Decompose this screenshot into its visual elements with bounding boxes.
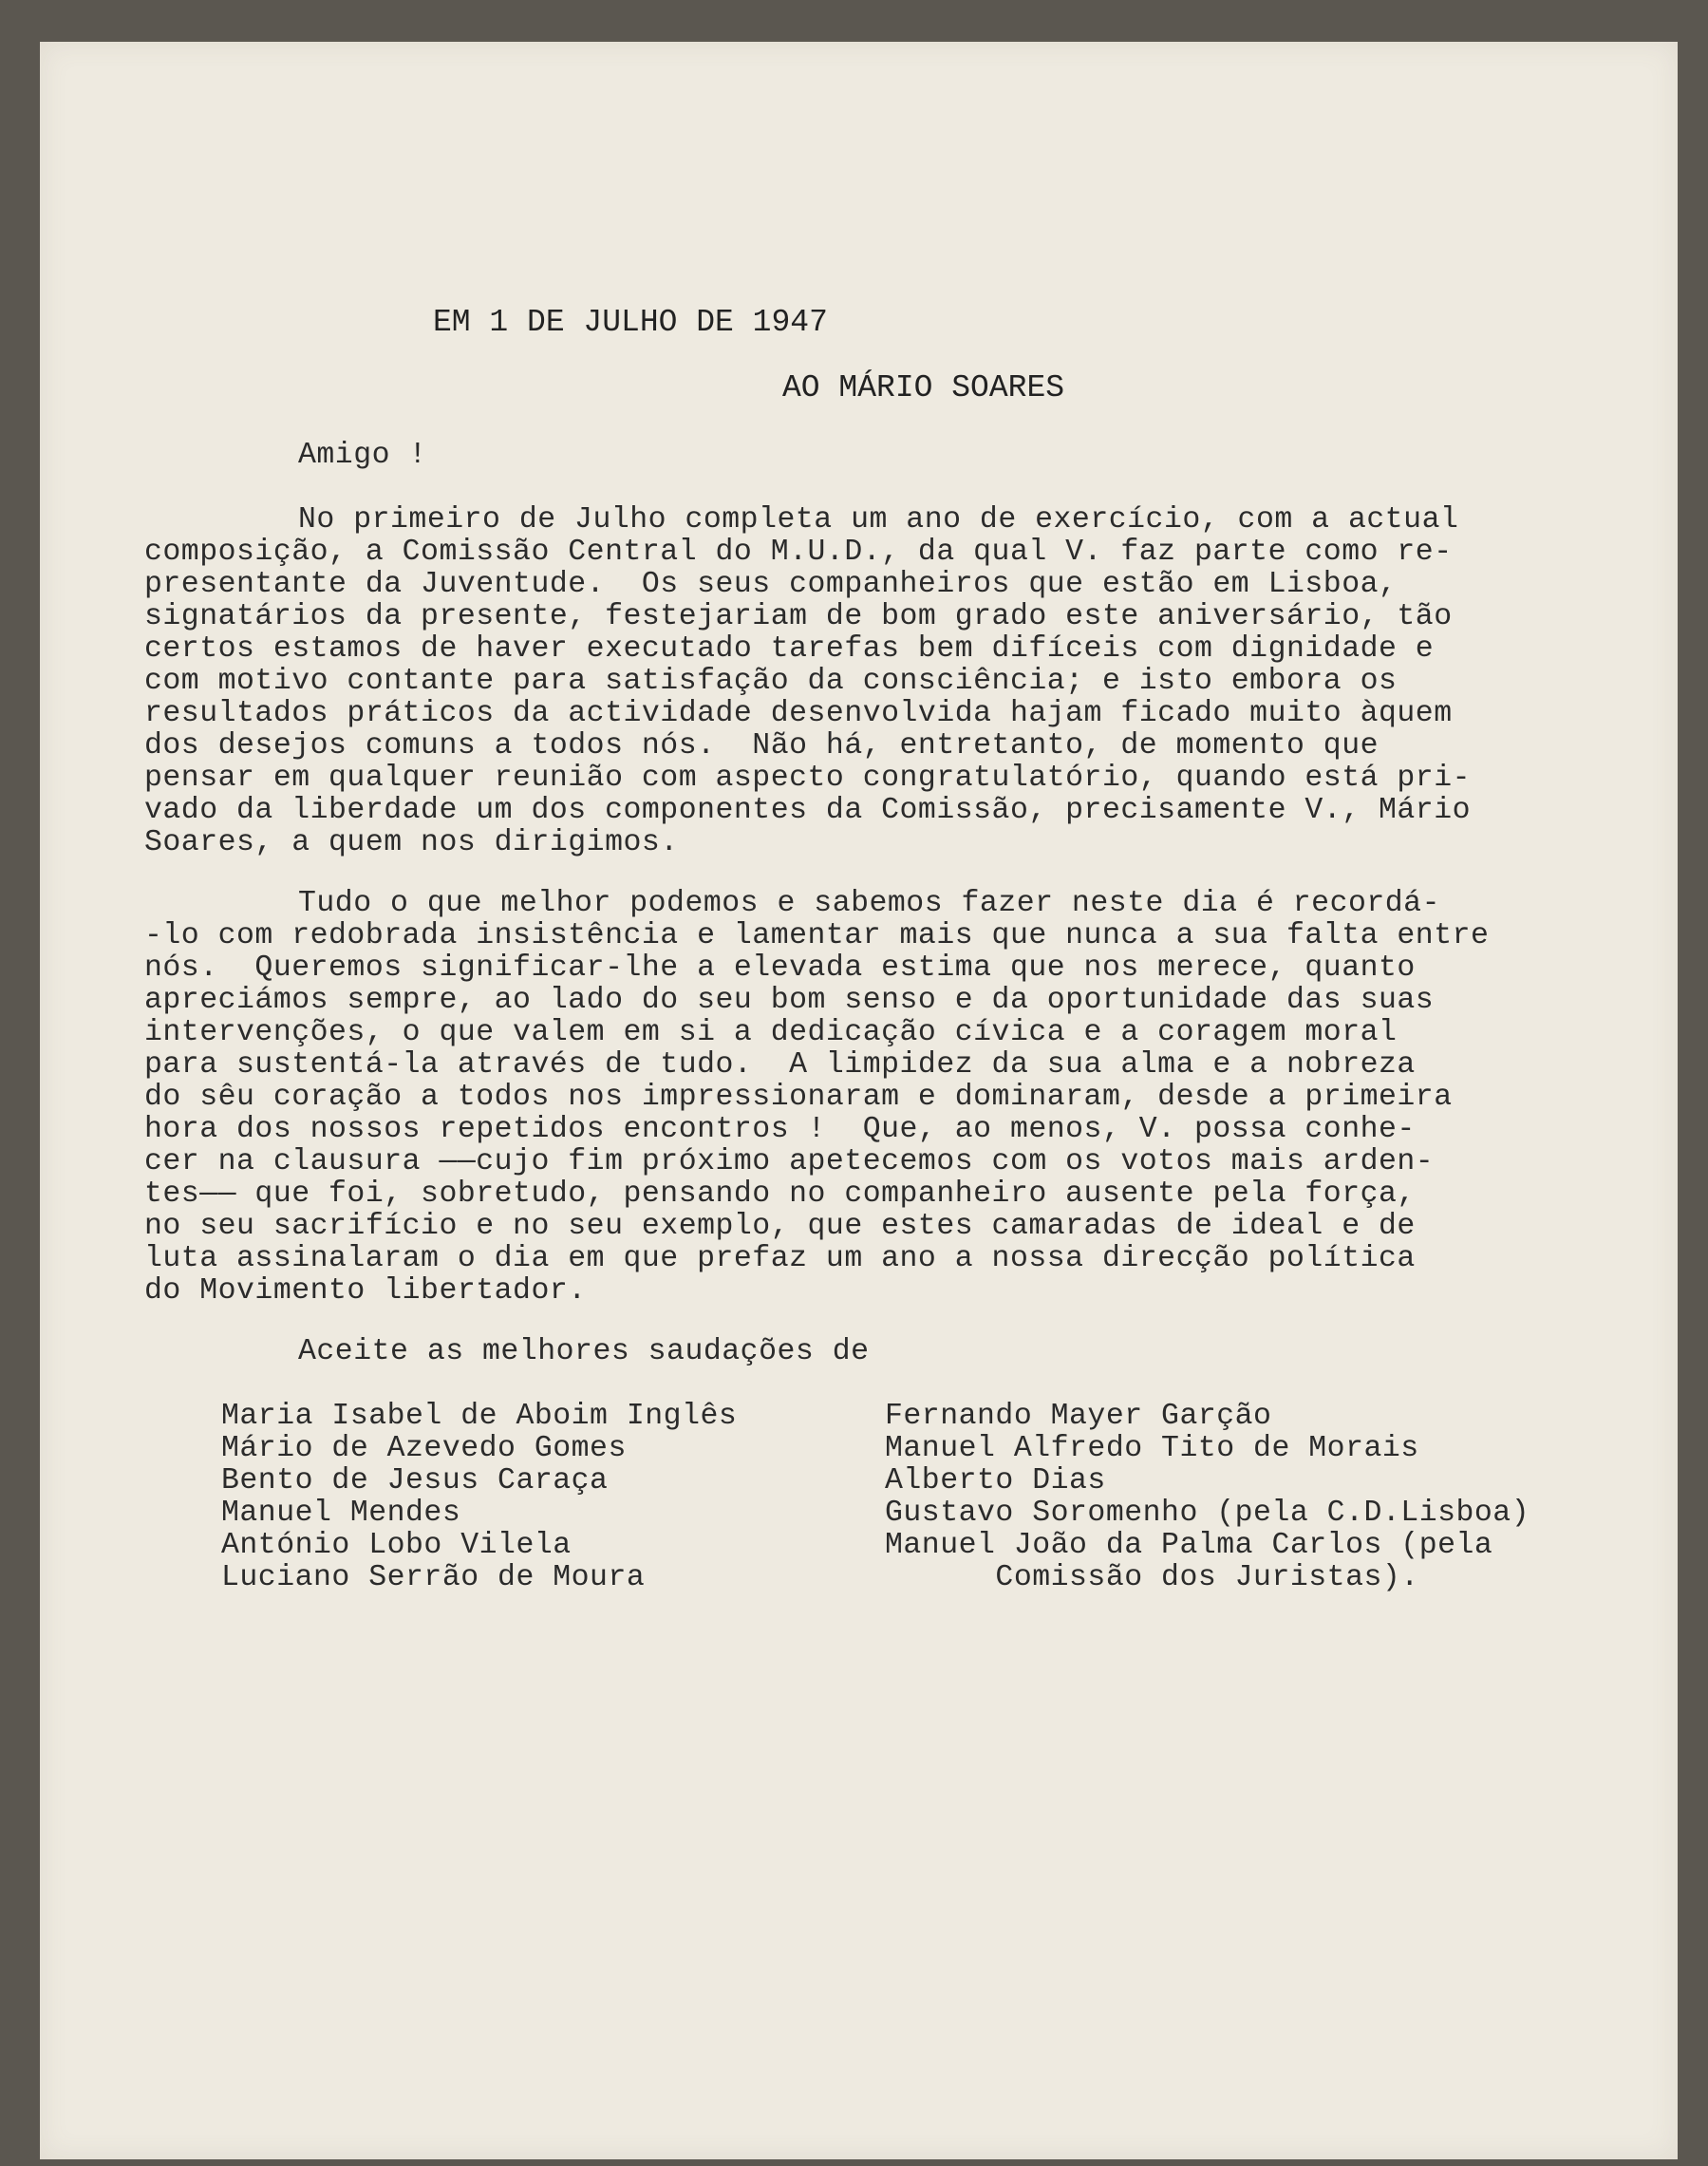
signatory-name: Gustavo Soromenho (pela C.D.Lisboa)	[885, 1497, 1530, 1530]
closing-line: Aceite as melhores saudações de	[298, 1335, 870, 1368]
salutation: Amigo !	[298, 439, 427, 472]
paragraph-2-line: luta assinalaram o dia em que prefaz um ano a nossa direcção política	[144, 1242, 1416, 1275]
paragraph-2-line: apreciámos sempre, ao lado do seu bom senso e da oportunidade das suas	[144, 984, 1435, 1017]
paragraph-2-line: para sustentá-la através de tudo. A limpidez da sua alma e a nobreza	[144, 1048, 1416, 1082]
paragraph-1-line: dos desejos comuns a todos nós. Não há, entretanto, de momento que	[144, 729, 1380, 763]
paragraph-1-line: composição, a Comissão Central do M.U.D., da qual V. faz parte como re-	[144, 536, 1453, 569]
paragraph-1-line: pensar em qualquer reunião com aspecto congratulatório, quando está pri-	[144, 762, 1472, 795]
signatory-name: Fernando Mayer Garção	[885, 1400, 1272, 1433]
signatory-name: António Lobo Vilela	[221, 1529, 572, 1562]
paragraph-1-line: No primeiro de Julho completa um ano de exercício, com a actual	[298, 503, 1459, 537]
paragraph-1-line: presentante da Juventude. Os seus companheiros que estão em Lisboa,	[144, 568, 1398, 601]
signatory-name: Bento de Jesus Caraça	[221, 1464, 609, 1497]
paragraph-1-line: signatários da presente, festejariam de bom grado este aniversário, tão	[144, 600, 1453, 633]
addressee-line: AO MÁRIO SOARES	[782, 370, 1065, 405]
paragraph-2-line: intervenções, o que valem em si a dedicação cívica e a coragem moral	[144, 1016, 1398, 1049]
paragraph-2-line: do sêu coração a todos nos impressionaram e dominaram, desde a primeira	[144, 1081, 1453, 1114]
signatory-name: Comissão dos Juristas).	[885, 1561, 1419, 1594]
paragraph-1-line: resultados práticos da actividade desenvolvida hajam ficado muito àquem	[144, 697, 1453, 730]
signatory-name: Manuel Alfredo Tito de Morais	[885, 1432, 1419, 1465]
paragraph-1-line: com motivo contante para satisfação da consciência; e isto embora os	[144, 665, 1398, 698]
signatory-name: Manuel João da Palma Carlos (pela	[885, 1529, 1493, 1562]
paragraph-2-line: no seu sacrifício e no seu exemplo, que estes camaradas de ideal e de	[144, 1210, 1416, 1243]
signatory-name: Maria Isabel de Aboim Inglês	[221, 1400, 738, 1433]
paragraph-2-line: cer na clausura ——cujo fim próximo apetecemos com os votos mais arden-	[144, 1145, 1435, 1178]
signatory-name: Luciano Serrão de Moura	[221, 1561, 646, 1594]
paragraph-1-line: Soares, a quem nos dirigimos.	[144, 826, 679, 859]
paragraph-2-line: nós. Queremos significar-lhe a elevada estima que nos merece, quanto	[144, 951, 1416, 985]
paragraph-2-line: do Movimento libertador.	[144, 1274, 587, 1308]
paragraph-1-line: vado da liberdade um dos componentes da Comissão, precisamente V., Mário	[144, 794, 1472, 827]
signatory-name: Manuel Mendes	[221, 1497, 461, 1530]
paragraph-2-line: tes—— que foi, sobretudo, pensando no companheiro ausente pela força,	[144, 1177, 1416, 1211]
date-line: EM 1 DE JULHO DE 1947	[433, 305, 828, 340]
paragraph-2-line: hora dos nossos repetidos encontros ! Que, ao menos, V. possa conhe-	[144, 1113, 1416, 1146]
paragraph-2-line: Tudo o que melhor podemos e sabemos fazer neste dia é recordá-	[298, 887, 1440, 920]
paragraph-1-line: certos estamos de haver executado tarefas bem difíceis com dignidade e	[144, 632, 1435, 666]
letter-page	[40, 42, 1678, 2159]
signatory-name: Alberto Dias	[885, 1464, 1106, 1497]
paragraph-2-line: -lo com redobrada insistência e lamentar mais que nunca a sua falta entre	[144, 919, 1490, 952]
signatory-name: Mário de Azevedo Gomes	[221, 1432, 627, 1465]
